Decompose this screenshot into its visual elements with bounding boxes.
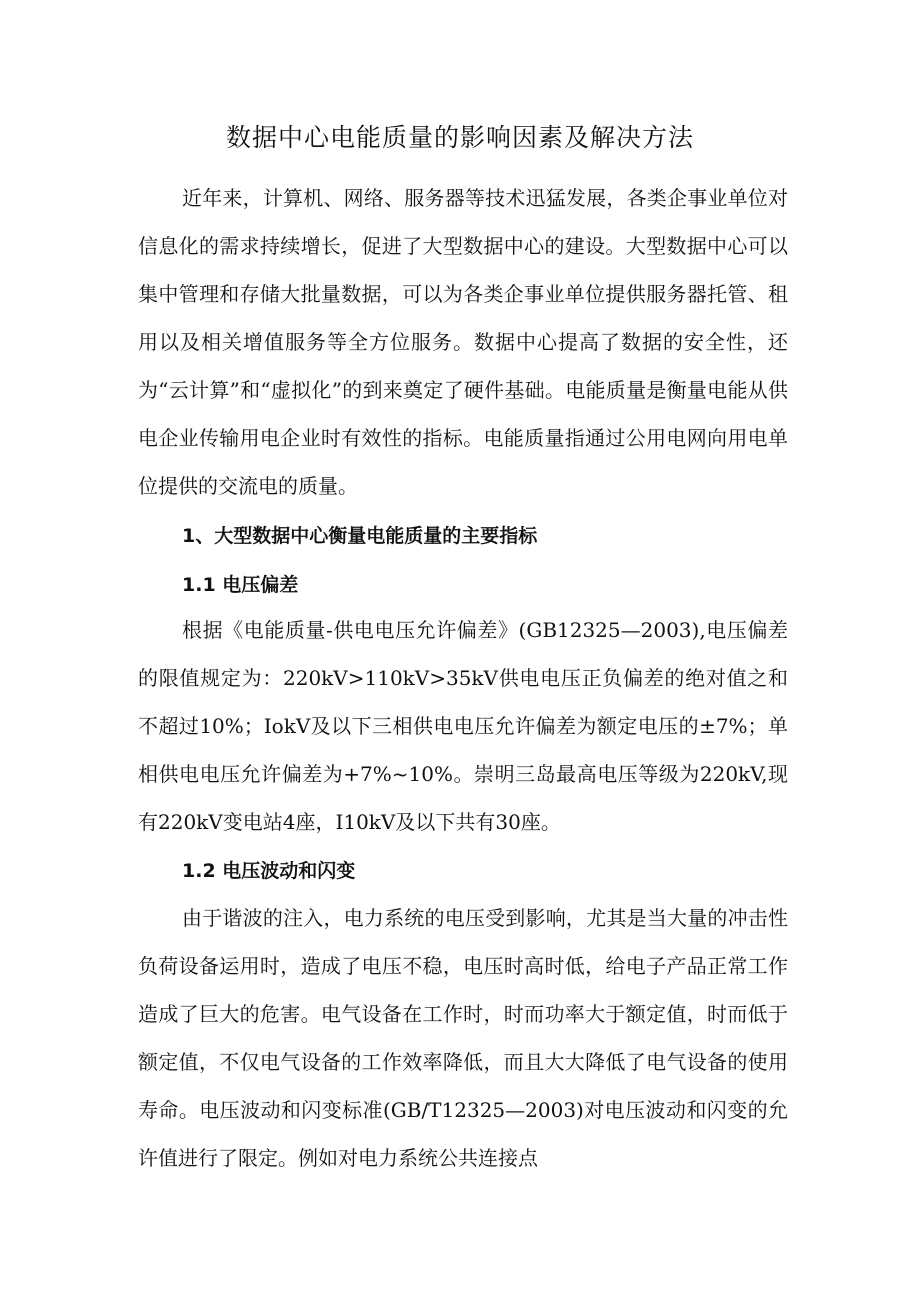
- document-title: 数据中心电能质量的影响因素及解决方法: [225, 123, 694, 152]
- voltage-deviation-paragraph: 根据《电能质量-供电电压允许偏差》(GB12325—2003),电压偏差的限值规定为：220kV>110kV>35kV供电电压正负偏差的绝对值之和不超过10%；IokV及以下三相供电电压允许偏差为额定电压的±7%；单相供电电压允许偏差为+7%~10%。崇明三岛最高电压等级为220kV,现有220kV变电站4座，I10kV及以下共有30座。: [138, 618, 788, 834]
- subsection-heading-1-2: 1.2 电压波动和闪变: [182, 860, 356, 882]
- voltage-fluctuation-paragraph: 由于谐波的注入，电力系统的电压受到影响，尤其是当大量的冲击性负荷设备运用时，造成了电压不稳，电压时高时低，给电子产品正常工作造成了巨大的危害。电气设备在工作时，时而功率大于额定值，时而低于额定值，不仅电气设备的工作效率降低，而且大大降低了电气设备的使用寿命。电压波动和闪变标准(GB/T12325—2003)对电压波动和闪变的允许值进行了限定。例如对电力系统公共连接点: [138, 906, 788, 1170]
- section-heading-1: 1、大型数据中心衡量电能质量的主要指标: [182, 525, 538, 547]
- subsection-heading-1-1: 1.1 电压偏差: [182, 574, 299, 596]
- intro-paragraph: 近年来，计算机、网络、服务器等技术迅猛发展，各类企事业单位对信息化的需求持续增长，促进了大型数据中心的建设。大型数据中心可以集中管理和存储大批量数据，可以为各类企事业单位提供服务器托管、租用以及相关增值服务等全方位服务。数据中心提高了数据的安全性，还为“云计算”和“虚拟化”的到来奠定了硬件基础。电能质量是衡量电能从供电企业传输用电企业时有效性的指标。电能质量指通过公用电网向用电单位提供的交流电的质量。: [138, 186, 788, 498]
